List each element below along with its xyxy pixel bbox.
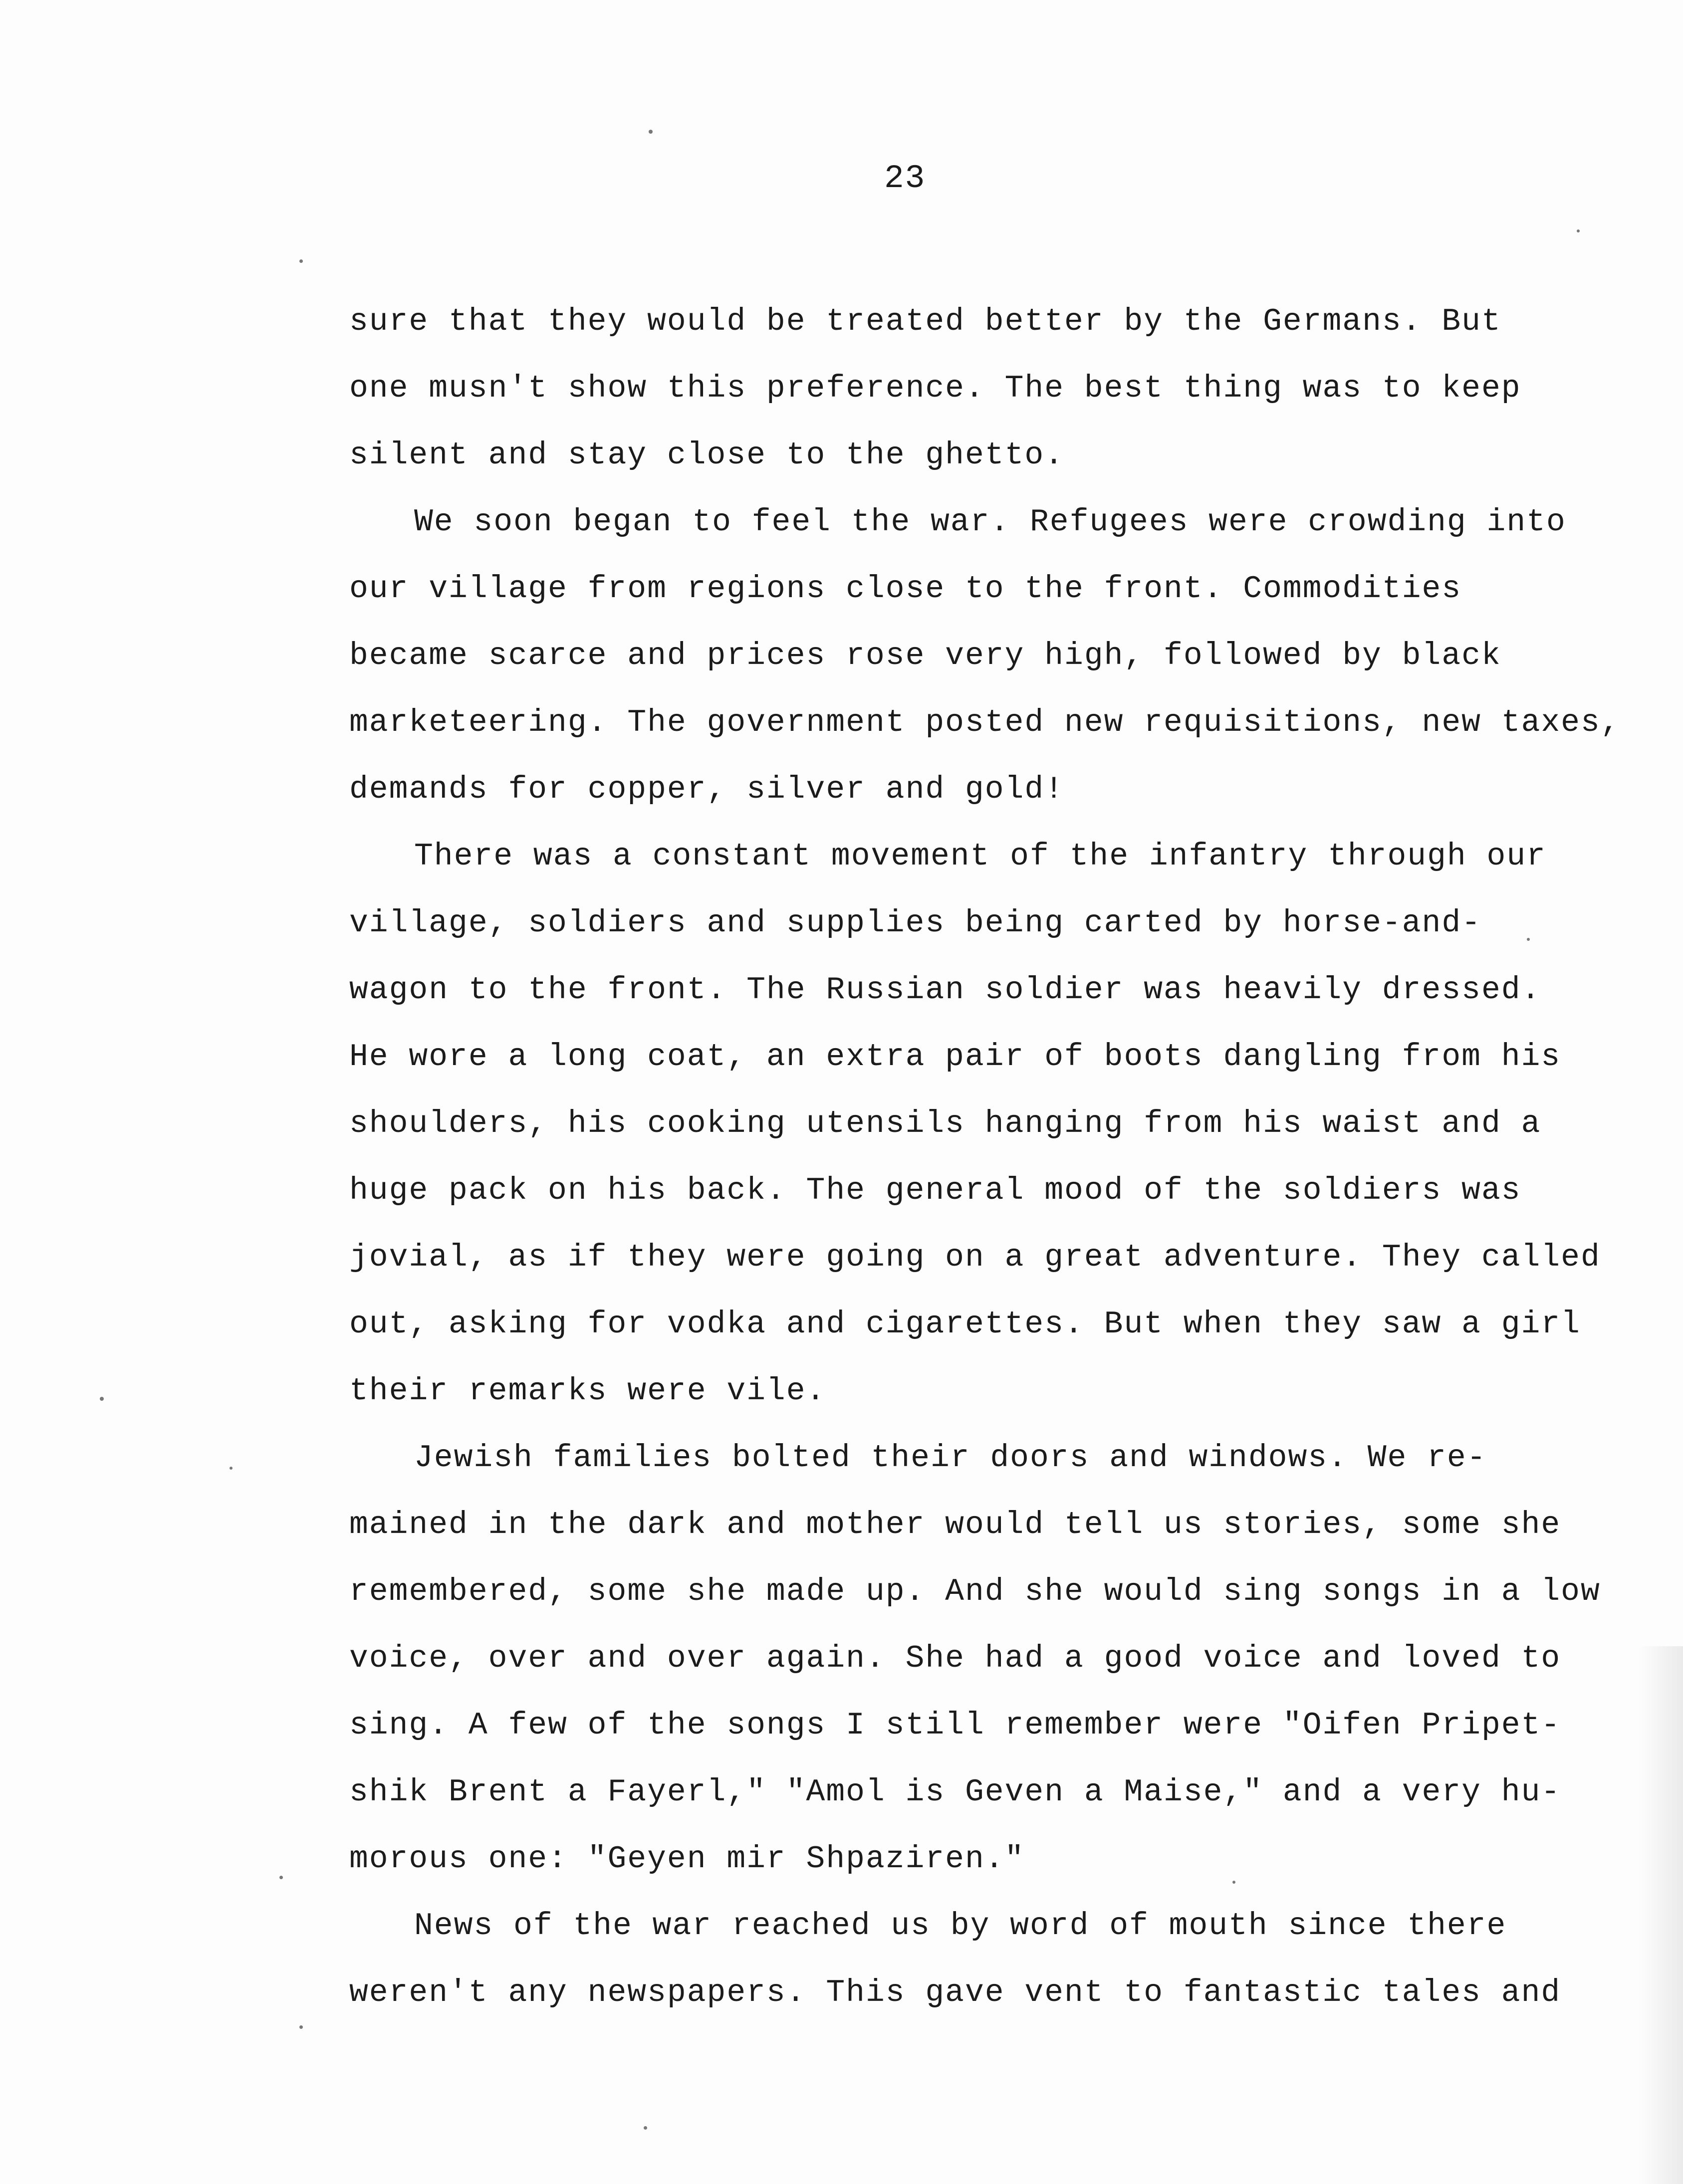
text-line: mained in the dark and mother would tell us stories, some she [349, 1507, 1561, 1542]
text-line: sure that they would be treated better by the Germans. But [349, 304, 1501, 339]
speck [644, 2126, 647, 2130]
speck [100, 1397, 104, 1401]
text-line: He wore a long coat, an extra pair of boots dangling from his [349, 1039, 1561, 1075]
text-line: shik Brent a Fayerl," "Amol is Geven a Maise," and a very hu- [349, 1774, 1561, 1810]
text-line: voice, over and over again. She had a good voice and loved to [349, 1641, 1561, 1676]
text-line: their remarks were vile. [349, 1373, 826, 1409]
page-number: 23 [884, 160, 926, 197]
speck [299, 2025, 303, 2029]
speck [1527, 938, 1530, 941]
text-line: one musn't show this preference. The best thing was to keep [349, 371, 1521, 406]
text-line: News of the war reached us by word of mouth since there [414, 1908, 1507, 1944]
text-line: jovial, as if they were going on a great adventure. They called [349, 1240, 1601, 1275]
text-line: village, soldiers and supplies being carted by horse-and- [349, 905, 1481, 941]
text-line: our village from regions close to the front. Commodities [349, 571, 1462, 607]
text-line: Jewish families bolted their doors and windows. We re- [414, 1440, 1487, 1476]
text-line: remembered, some she made up. And she would sing songs in a low [349, 1574, 1601, 1609]
body-text [349, 288, 1647, 2026]
speck [649, 130, 653, 134]
text-line: became scarce and prices rose very high, followed by black [349, 638, 1501, 673]
text-line: weren't any newspapers. This gave vent to fantastic tales and [349, 1975, 1561, 2010]
text-line: wagon to the front. The Russian soldier was heavily dressed. [349, 972, 1541, 1008]
text-line: There was a constant movement of the infantry through our [414, 839, 1546, 874]
text-line: demands for copper, silver and gold! [349, 772, 1065, 807]
speck [1577, 229, 1580, 232]
text-line: huge pack on his back. The general mood of the soldiers was [349, 1173, 1521, 1208]
page-edge-shadow [1638, 1646, 1683, 2184]
text-line: silent and stay close to the ghetto. [349, 437, 1065, 473]
text-line: marketeering. The government posted new requisitions, new taxes, [349, 705, 1621, 740]
text-line: We soon began to feel the war. Refugees were crowding into [414, 504, 1566, 540]
speck [299, 259, 303, 263]
speck [279, 1876, 283, 1879]
speck [230, 1467, 233, 1470]
speck [1232, 1881, 1235, 1884]
text-line: shoulders, his cooking utensils hanging from his waist and a [349, 1106, 1541, 1141]
text-line: out, asking for vodka and cigarettes. But when they saw a girl [349, 1307, 1581, 1342]
text-line: morous one: "Geyen mir Shpaziren." [349, 1841, 1025, 1877]
text-line: sing. A few of the songs I still remember were "Oifen Pripet- [349, 1708, 1561, 1743]
